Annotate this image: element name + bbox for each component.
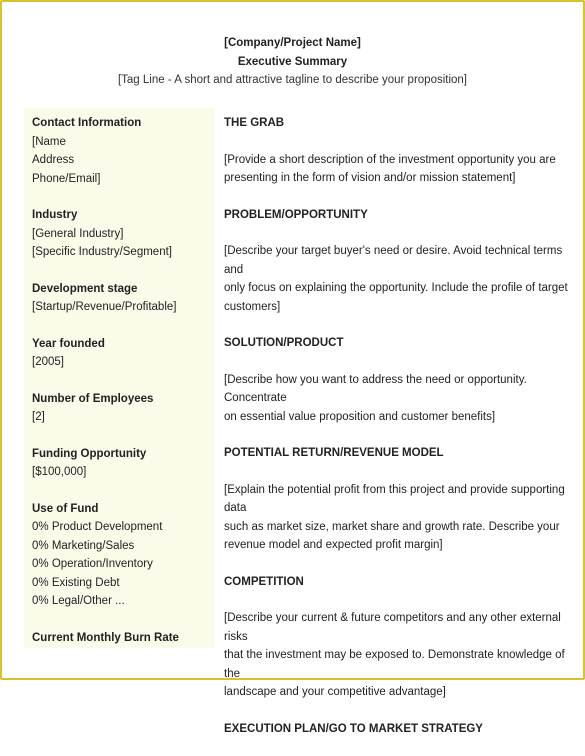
section-title-potential-return-revenue-model: POTENTIAL RETURN/REVENUE MODEL [224,447,444,459]
sidebar-info-panel [24,108,214,648]
info-label: Number of Employees [32,392,154,405]
info-value: 0% Legal/Other ... [32,595,125,607]
info-value: [$100,000] [32,466,87,478]
info-value: Phone/Email] [32,172,101,185]
document-header [0,34,585,90]
info-value: Address [32,154,75,166]
document-title: Executive Summary [237,55,348,68]
section-body [224,609,570,702]
section-body-line: such as market size, market share and growth rate. Describe your [224,520,560,533]
section-body [224,151,570,188]
info-value: [2005] [32,356,64,368]
section-title-execution-plan-go-to-market-strategy: EXECUTION PLAN/GO TO MARKET STRATEGY [224,722,483,735]
section-body [224,481,570,555]
info-label: Contact Information [32,117,142,129]
section-title-competition: COMPETITION [224,575,304,588]
info-block-year-founded [32,335,214,372]
section-body-line: [Provide a short description of the investment opportunity you are [224,153,556,166]
info-block-funding-opportunity [32,445,214,482]
info-value: [General Industry] [32,227,124,240]
info-label: Use of Fund [32,502,99,515]
section-body-line: revenue model and expected profit margin] [224,539,443,551]
section-title-solution-product: SOLUTION/PRODUCT [224,337,344,349]
info-value: [Specific Industry/Segment] [32,246,172,258]
info-block-industry [32,206,214,262]
section-body [224,371,570,427]
info-label: Year founded [32,337,105,350]
info-value: 0% Existing Debt [32,576,120,589]
section-body-line: on essential value proposition and customer benefits] [224,410,496,423]
info-block-number-of-employees [32,390,214,427]
info-value: [Name [32,135,66,148]
section-body-line: [Describe your current & future competitors and any other external risks [224,612,561,643]
info-block-current-monthly-burn-rate [32,629,214,648]
section-body-line: landscape and your competitive advantage] [224,686,446,698]
section-body-line: [Explain the potential profit from this project and provide supporting data [224,483,565,514]
info-label: Development stage [32,282,138,295]
info-label: Industry [32,209,78,221]
info-value: [2] [32,411,45,423]
tagline: [Tag Line - A short and attractive tagline to describe your proposition] [117,74,468,86]
info-value: 0% Operation/Inventory [32,558,153,570]
section-body-line: [Describe how you want to address the need or opportunity. Concentrate [224,373,527,404]
section-body-line: only focus on explaining the opportunity. Include the profile of target [224,282,568,294]
section-body-line: that the investment may be exposed to. Demonstrate knowledge of the [224,649,565,680]
info-label: Funding Opportunity [32,447,147,460]
info-block-contact-information [32,114,214,188]
info-value: 0% Product Development [32,521,163,533]
section-body-line: [Describe your target buyer's need or desire. Avoid technical terms and [224,245,563,276]
info-block-development-stage [32,280,214,317]
main-sections [224,114,570,756]
company-name: [Company/Project Name] [224,37,361,49]
info-block-use-of-fund [32,500,214,611]
section-body-line: customers] [224,300,281,313]
section-title-problem-opportunity: PROBLEM/OPPORTUNITY [224,208,368,221]
info-value: 0% Marketing/Sales [32,539,135,552]
section-body-line: presenting in the form of vision and/or mission statement] [224,172,516,184]
section-title-the-grab: THE GRAB [224,117,285,129]
info-label: Current Monthly Burn Rate [32,631,179,644]
section-body [224,242,570,316]
info-value: [Startup/Revenue/Profitable] [32,301,177,313]
